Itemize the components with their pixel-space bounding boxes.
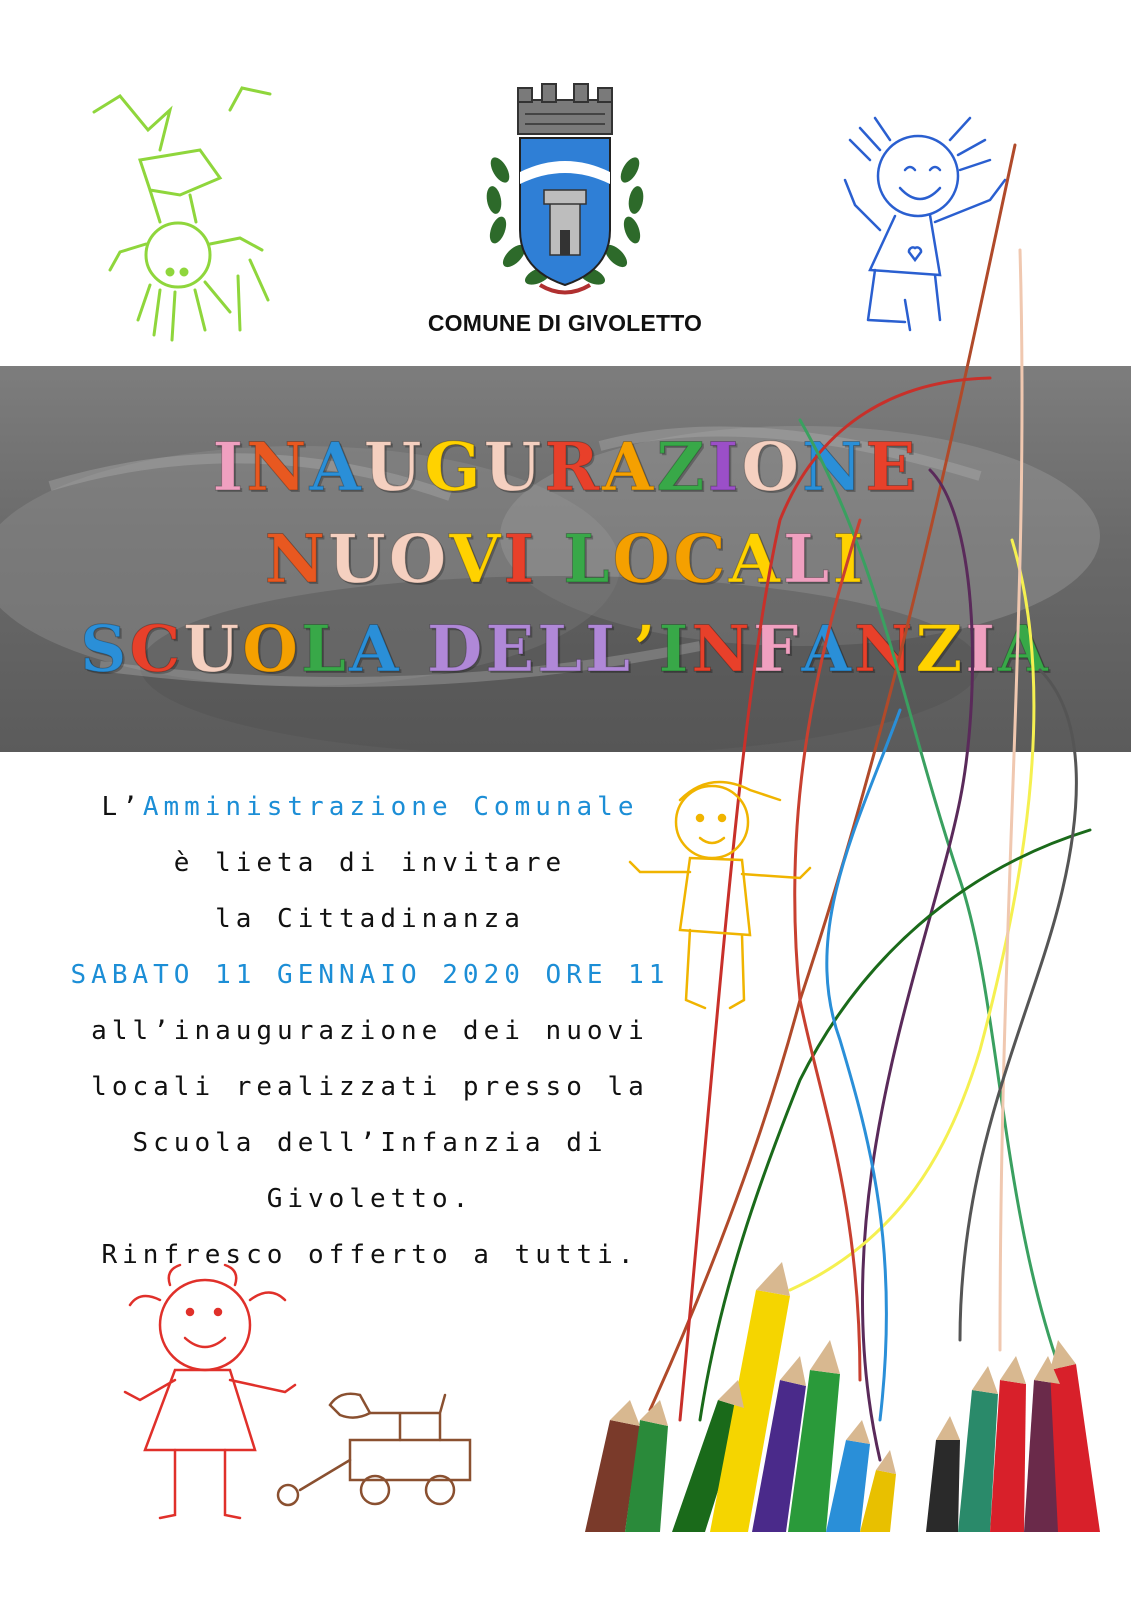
- title-letter: U: [483, 428, 545, 506]
- title-letter: I: [658, 612, 692, 687]
- title-letter: U: [328, 520, 389, 598]
- invite-line-9: Rinfresco offerto a tutti.: [101, 1240, 639, 1270]
- title-letter: O: [388, 520, 450, 598]
- title-letter: N: [691, 612, 753, 687]
- title-letter: U: [363, 428, 425, 506]
- title-letter: C: [673, 520, 729, 598]
- green-child-drawing: [94, 88, 270, 340]
- title-letter: I: [503, 520, 538, 598]
- title-letter: V: [449, 520, 504, 598]
- title-letter: G: [424, 428, 484, 506]
- title-letter: A: [348, 612, 402, 687]
- title-letter: E: [485, 612, 538, 687]
- title-letter: I: [965, 612, 999, 687]
- ribbon-icon: [540, 285, 590, 293]
- invite-line-3: la Cittadinanza: [215, 904, 525, 934]
- title-letter: U: [183, 612, 243, 687]
- title-letter: Z: [656, 428, 708, 506]
- title-letter: ’: [633, 612, 659, 687]
- crown-icon: [518, 84, 612, 134]
- invite-line-8: Givoletto.: [266, 1184, 474, 1214]
- title-letter: L: [782, 520, 833, 598]
- title-letter: [402, 612, 427, 687]
- title-letter: N: [801, 428, 866, 506]
- municipal-crest: [480, 80, 650, 305]
- title-letter: L: [563, 520, 613, 598]
- invite-line-6: locali realizzati presso la: [91, 1072, 649, 1102]
- title-letter: L: [585, 612, 634, 687]
- invite-line-5: all’inaugurazione dei nuovi: [91, 1016, 649, 1046]
- title-letter: O: [242, 612, 301, 687]
- title-letter: Z: [915, 612, 966, 687]
- invite-line-1: [40, 792, 700, 822]
- title-letter: A: [998, 612, 1051, 687]
- title-line-3: [0, 612, 1131, 687]
- title-letter: D: [426, 612, 486, 687]
- invite-prefix: L’: [101, 792, 143, 822]
- event-date-time: SABATO 11 GENNAIO 2020 ORE 11: [70, 960, 670, 990]
- blue-child-drawing: [845, 118, 1005, 330]
- title-line-2: [0, 520, 1131, 598]
- title-letter: I: [832, 520, 867, 598]
- title-letter: O: [612, 520, 674, 598]
- title-letter: A: [728, 520, 783, 598]
- title-letter: S: [80, 612, 130, 687]
- title-letter: I: [212, 428, 247, 506]
- title-letter: A: [309, 428, 364, 506]
- title-letter: L: [300, 612, 349, 687]
- title-letter: A: [602, 428, 657, 506]
- title-letter: N: [246, 428, 310, 506]
- title-letter: I: [707, 428, 742, 506]
- title-letter: R: [544, 428, 603, 506]
- title-letter: F: [752, 612, 802, 687]
- title-letter: E: [865, 428, 919, 506]
- municipality-name: COMUNE DI GIVOLETTO: [427, 310, 703, 336]
- invite-line-2: è lieta di invitare: [173, 848, 567, 878]
- title-letter: [537, 520, 563, 598]
- invite-organizer: Amministrazione Comunale: [142, 792, 639, 822]
- title-letter: C: [129, 612, 184, 687]
- title-letter: N: [853, 612, 916, 687]
- title-letter: A: [801, 612, 854, 687]
- shield-icon: [520, 138, 610, 285]
- title-letter: N: [264, 520, 329, 598]
- invite-line-7: Scuola dell’Infanzia di: [132, 1128, 608, 1158]
- title-line-1: [0, 428, 1131, 506]
- title-letter: L: [537, 612, 586, 687]
- title-letter: O: [741, 428, 802, 506]
